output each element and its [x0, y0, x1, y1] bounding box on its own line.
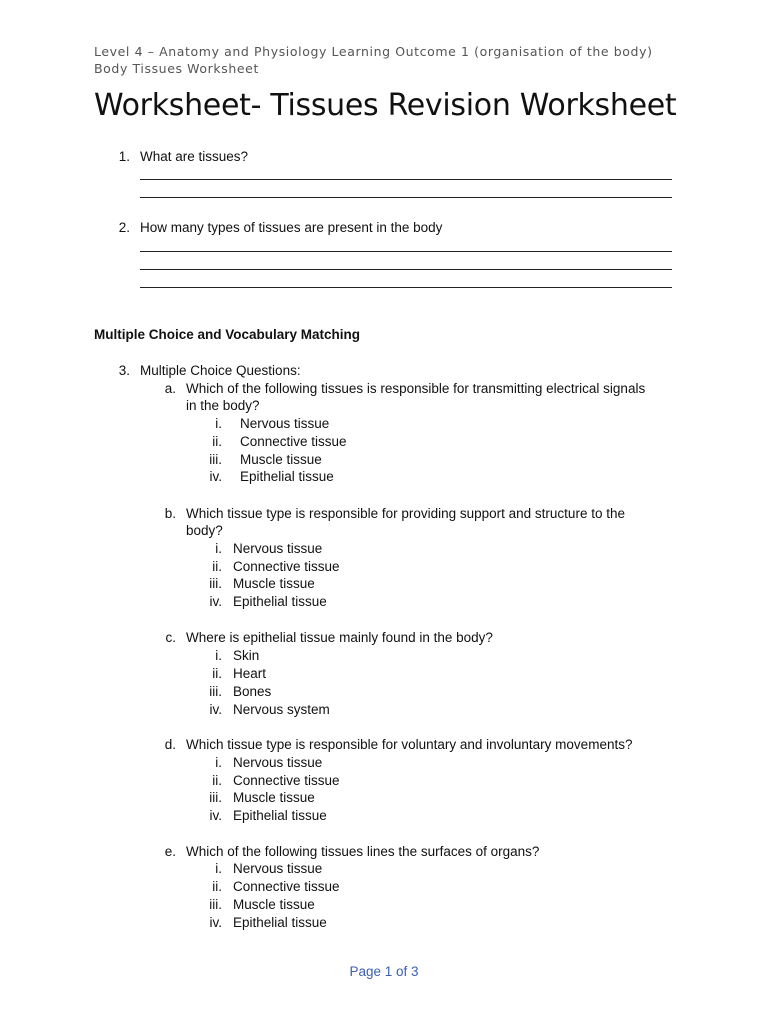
mcq-option-label: Nervous system — [233, 702, 330, 717]
page-title: Worksheet- Tissues Revision Worksheet — [94, 88, 677, 123]
page-number-footer: Page 1 of 3 — [349, 964, 419, 979]
question-2-number: 2. — [118, 220, 130, 235]
mcq-option-label: Epithelial tissue — [240, 469, 334, 484]
mcq-option-label: Heart — [233, 666, 267, 681]
mcq-option-label: Muscle tissue — [240, 452, 322, 467]
header-worksheet-line: Body Tissues Worksheet — [94, 61, 259, 76]
mcq-d-letter: d. — [164, 737, 176, 752]
mcq-option-label: Connective tissue — [233, 879, 340, 894]
mcq-option-label: Connective tissue — [233, 559, 340, 574]
mcq-option-number: iii. — [209, 452, 222, 467]
mcq-option-number: iv. — [209, 469, 222, 484]
mcq-option-label: Muscle tissue — [233, 897, 315, 912]
mcq-option-number: iii. — [209, 576, 222, 591]
mcq-option-number: i. — [215, 416, 222, 431]
mcq-option-number: iv. — [209, 594, 222, 609]
mcq-option-label: Bones — [233, 684, 272, 699]
mcq-option-label: Nervous tissue — [240, 416, 330, 431]
mcq-option-number: ii. — [212, 879, 222, 894]
mcq-option-label: Epithelial tissue — [233, 915, 327, 930]
mcq-e-letter: e. — [164, 844, 176, 859]
answer-line — [140, 287, 672, 288]
question-1-number: 1. — [118, 149, 130, 164]
mcq-c-question: Where is epithelial tissue mainly found in the body? — [186, 630, 493, 645]
mcq-e-question: Which of the following tissues lines the surfaces of organs? — [186, 844, 540, 859]
mcq-option-number: ii. — [212, 773, 222, 788]
header-course-line: Level 4 – Anatomy and Physiology Learning Outcome 1 (organisation of the body) — [94, 44, 653, 59]
answer-line — [140, 179, 672, 180]
mcq-option-label: Nervous tissue — [233, 861, 323, 876]
mcq-option-number: iv. — [209, 702, 222, 717]
mcq-option-label: Connective tissue — [233, 773, 340, 788]
mcq-c-letter: c. — [165, 630, 176, 645]
mcq-option-label: Epithelial tissue — [233, 594, 327, 609]
mcq-option-number: iv. — [209, 808, 222, 823]
mcq-option-number: ii. — [212, 666, 222, 681]
mcq-a-question-cont: in the body? — [186, 398, 260, 413]
mcq-option-number: iii. — [209, 897, 222, 912]
mcq-option-label: Connective tissue — [240, 434, 347, 449]
mcq-option-label: Nervous tissue — [233, 755, 323, 770]
mcq-option-number: i. — [215, 861, 222, 876]
question-3-number: 3. — [118, 363, 130, 378]
mcq-option-number: iii. — [209, 790, 222, 805]
mcq-b-letter: b. — [164, 506, 176, 521]
question-1-text: What are tissues? — [140, 149, 249, 164]
section-heading: Multiple Choice and Vocabulary Matching — [94, 327, 361, 342]
mcq-option-number: i. — [215, 648, 222, 663]
mcq-b-question: Which tissue type is responsible for providing support and structure to the — [186, 506, 625, 521]
question-3-text: Multiple Choice Questions: — [140, 363, 301, 378]
answer-line — [140, 269, 672, 270]
mcq-a-question: Which of the following tissues is responsible for transmitting electrical signals — [186, 381, 646, 396]
mcq-a-letter: a. — [164, 381, 176, 396]
mcq-option-number: iv. — [209, 915, 222, 930]
mcq-b-question-cont: body? — [186, 523, 223, 538]
mcq-option-number: ii. — [212, 434, 222, 449]
question-2-text: How many types of tissues are present in the body — [140, 220, 443, 235]
mcq-d-question: Which tissue type is responsible for voluntary and involuntary movements? — [186, 737, 633, 752]
answer-line — [140, 251, 672, 252]
mcq-option-number: ii. — [212, 559, 222, 574]
mcq-option-label: Nervous tissue — [233, 541, 323, 556]
answer-line — [140, 197, 672, 198]
mcq-option-label: Epithelial tissue — [233, 808, 327, 823]
mcq-option-number: iii. — [209, 684, 222, 699]
mcq-option-label: Skin — [233, 648, 260, 663]
mcq-option-label: Muscle tissue — [233, 790, 315, 805]
mcq-option-number: i. — [215, 541, 222, 556]
mcq-option-number: i. — [215, 755, 222, 770]
mcq-option-label: Muscle tissue — [233, 576, 315, 591]
